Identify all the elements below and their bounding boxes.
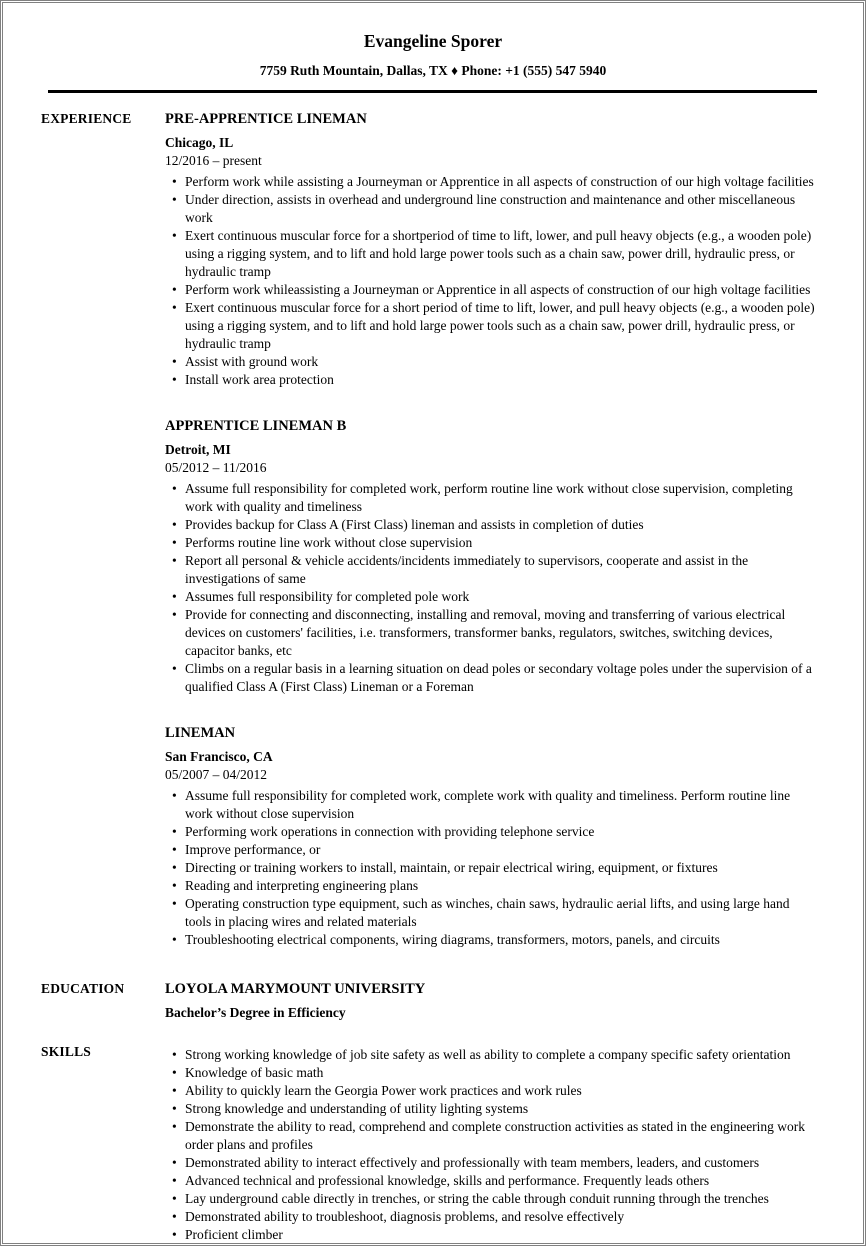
job-dates: 12/2016 – present [165,153,262,168]
bullet-item: • Advanced technical and professional knowledge, skills and performance. Frequently leads others [165,1172,817,1190]
bullet-item: • Provide for connecting and disconnecting, installing and removal, moving and transferring of various electrical devices on customers' facilities, i.e. transformers, transformer banks, regulators, switches, switching devices, capacitor banks, etc [165,606,817,660]
person-name: Evangeline Sporer [363,31,503,51]
job-title: PRE-APPRENTICE LINEMAN [165,111,367,127]
experience-jobs [165,110,817,949]
skills-section [3,1043,863,1244]
school-name: LOYOLA MARYMOUNT UNIVERSITY [165,981,426,997]
bullet-item: • Strong knowledge and understanding of utility lighting systems [165,1100,817,1118]
bullet-item: • Improve performance, or [165,841,817,859]
bullet-item: • Assume full responsibility for completed work, perform routine line work without close supervision, completing work with quality and timeliness [165,480,817,516]
job-location: San Francisco, CA [165,749,273,764]
job-entry [165,110,817,389]
bullet-item: • Exert continuous muscular force for a shortperiod of time to lift, lower, and pull heavy objects (e.g., a wooden pole) using a rigging system, and to lift and hold large power tools such as a chain saw, power drill, hydraulic press, or hydraulic tramp [165,227,817,281]
experience-section [3,110,863,949]
job-location: Chicago, IL [165,135,234,150]
skills-list [165,1046,817,1244]
bullet-item: • Strong working knowledge of job site safety as well as ability to complete a company specific safety orientation [165,1046,817,1064]
bullet-item: • Assumes full responsibility for completed pole work [165,588,817,606]
bullet-item: • Reading and interpreting engineering plans [165,877,817,895]
job-dates: 05/2012 – 11/2016 [165,460,267,475]
bullet-item: • Performing work operations in connection with providing telephone service [165,823,817,841]
bullet-item: • Assist with ground work [165,353,817,371]
bullet-item: • Troubleshooting electrical components, wiring diagrams, transformers, motors, panels, and circuits [165,931,817,949]
bullet-item: • Climbs on a regular basis in a learning situation on dead poles or secondary voltage poles under the supervision of a qualified Class A (First Class) Lineman or a Foreman [165,660,817,696]
job-bullets [165,787,817,949]
skills-label: SKILLS [41,1044,91,1059]
bullet-item: • Performs routine line work without close supervision [165,534,817,552]
bullet-item: • Ability to quickly learn the Georgia Power work practices and work rules [165,1082,817,1100]
bullet-item: • Perform work whileassisting a Journeyman or Apprentice in all aspects of construction of our high voltage facilities [165,281,817,299]
education-label: EDUCATION [41,981,125,996]
job-bullets [165,480,817,696]
bullet-item: • Under direction, assists in overhead and underground line construction and maintenance and other miscellaneous work [165,191,817,227]
bullet-item: • Operating construction type equipment, such as winches, chain saws, hydraulic aerial lifts, and using large hand tools in placing wires and related materials [165,895,817,931]
bullet-item: • Install work area protection [165,371,817,389]
contact-line: 7759 Ruth Mountain, Dallas, TX ♦ Phone: +1 (555) 547 5940 [259,63,607,78]
bullet-item: • Knowledge of basic math [165,1064,817,1082]
bullet-item: • Provides backup for Class A (First Class) lineman and assists in completion of duties [165,516,817,534]
job-bullets [165,173,817,389]
bullet-item: • Demonstrate the ability to read, comprehend and complete construction activities as stated in the engineering work order plans and profiles [165,1118,817,1154]
job-dates: 05/2007 – 04/2012 [165,767,268,782]
bullet-item: • Assume full responsibility for completed work, complete work with quality and timeliness. Perform routine line work without close supervision [165,787,817,823]
job-entry [165,417,817,696]
resume-header [3,3,863,80]
education-section [3,980,863,1022]
education-content [165,980,817,1022]
bullet-item: • Directing or training workers to install, maintain, or repair electrical wiring, equipment, or fixtures [165,859,817,877]
degree-name: Bachelor’s Degree in Efficiency [165,1005,346,1020]
job-location: Detroit, MI [165,442,231,457]
bullet-item: • Demonstrated ability to troubleshoot, diagnosis problems, and resolve effectively [165,1208,817,1226]
header-divider [48,90,817,93]
experience-label: EXPERIENCE [41,111,132,126]
bullet-item: • Demonstrated ability to interact effectively and professionally with team members, leaders, and customers [165,1154,817,1172]
bullet-item: • Exert continuous muscular force for a short period of time to lift, lower, and pull heavy objects (e.g., a wooden pole) using a rigging system, and to lift and hold large power tools such as a chain saw, power drill, hydraulic press, or hydraulic tramp [165,299,817,353]
bullet-item: • Report all personal & vehicle accidents/incidents immediately to supervisors, cooperate and assist in the investigations of same [165,552,817,588]
bullet-item: • Lay underground cable directly in trenches, or string the cable through conduit running through the trenches [165,1190,817,1208]
bullet-item: • Proficient climber [165,1226,817,1244]
job-title: APPRENTICE LINEMAN B [165,418,347,434]
job-title: LINEMAN [165,725,236,741]
bullet-item: • Perform work while assisting a Journeyman or Apprentice in all aspects of construction of our high voltage facilities [165,173,817,191]
job-entry [165,724,817,949]
